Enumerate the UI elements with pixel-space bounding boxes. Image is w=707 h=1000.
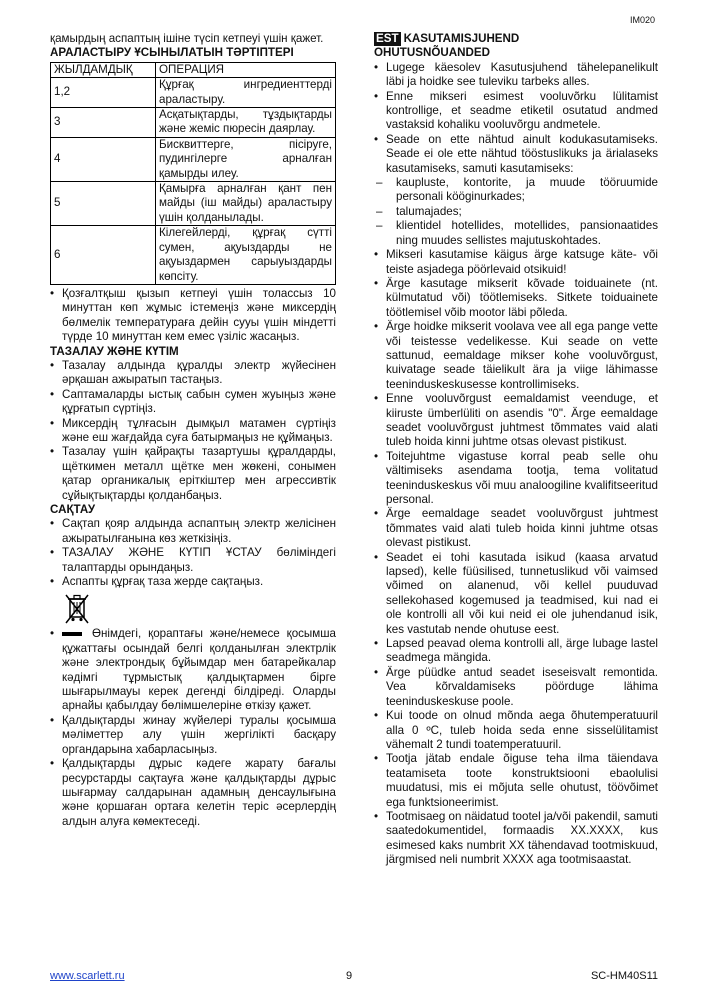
usage-exclusions-list [374,176,658,248]
list-item: • Ärge eemaldage seadet vooluvõrgust juhtmest tõmmates vaid alati tuleb hoida kinni juhtme otsas olevast pistikust. [374,507,658,550]
list-item: • Ärge püüdke antud seadet iseseisvalt remontida. Vea kõrvaldamiseks pöörduge lähima teeninduskeskuse poole. [374,666,658,709]
table-cell-speed: 1,2 [51,78,156,108]
safety-heading: OHUTUSNÕUANDED [374,46,490,60]
mixing-heading: АРАЛАСТЫРУ ҰСЫНЫЛАТЫН ТӘРТІПТЕРІ [50,46,294,60]
list-item: – kaupluste, kontorite, ja muude tööruumide personali kööginurkades; [374,176,658,205]
recycling-text: Өнімдегі, қораптағы және/немесе қосымша құжаттағы осындай белгі қолданылған электрлік және электрондық бұйымдар мен батарейкалар кәдімгі тұрмыстық қалдықтармен бірге шығарылмауы керек дегенді білдіреді. Оларды арнайы қабылдау бөлімшелеріне өткізу қажет. [62,627,336,713]
table-cell-operation: Қамырға арналған қант пен майды (іш майды) араластыру үшін қолданылады. [156,182,336,226]
table-row [51,78,336,108]
list-item: • Seade on ette nähtud ainult kodukasutamiseks. Seade ei ole ette nähtud tööstuslikuks ja ärialaseks kasutamiseks, samuti kasutamiseks: [374,133,658,176]
table-cell-speed: 5 [51,182,156,226]
list-item: • Tootmisaeg on näidatud tootel ja/või pakendil, samuti saatedokumentidel, formaadis XX.XXXX, kus esimesed kaks numbrit XX tähendavad tootmiskuud, järgmised neli numbrit XXXX aga tootmisaastat. [374,810,658,868]
left-column [50,32,336,829]
table-cell-speed: 6 [51,226,156,285]
list-item: • Seadet ei tohi kasutada isikud (kaasa arvatud lapsed), kelle füüsilised, tunnetuslikud või vaimsed võimed on alanenud, või kellel puuduvad sellekohased kogemused ja teadmised, kui nad ei ole kontrolli all või kui neid ei ole juhendanud isik, kes vastutab nende ohutuse eest. [374,551,658,637]
list-item: • Сақтап қояр алдында аспаптың электр желісінен ажыратылғанына көз жеткізіңіз. [50,517,336,546]
table-row [51,226,336,285]
table-cell-speed: 4 [51,137,156,181]
table-cell-operation: Асқатықтарды, тұздықтарды және жеміс пюресін даярлау. [156,108,336,138]
model-number: SC-HM40S11 [590,970,658,982]
list-item: • Ärge hoidke mikserit voolava vee all ega pange vette või teistesse vedelikesse. Kui seade on vette sattunud, eemaldage mikser kohe vooluvõrgust, kuivatage seade täielikult ära ja viige lähimasse teeninduskeskusesse kontrollimiseks. [374,320,658,392]
list-item: • Lugege käesolev Kasutusjuhend tähelepanelikult läbi ja hoidke see tuleviku tarbeks alles. [374,61,658,90]
list-item: • Enne mikseri esimest vooluvõrku lülitamist kontrollige, et seadme etiketil osutatud andmed vastaksid kohaliku vooluvõrgu andmetele. [374,90,658,133]
safety-list-a [374,61,658,176]
list-item: – talumajades; [374,205,658,219]
table-row [51,108,336,138]
table-cell-operation: Кілегейлерді, құрғақ сүтті сумен, ақуыздарды не ақуыздармен сарыуыздарды көпсіту. [156,226,336,285]
overheat-note: • Қозғалтқыш қызып кетпеуі үшін толассыз 10 минуттан көп жұмыс істемеңіз және миксердің бөлмелік температураға дейін сууы үшін міндетті түрде 10 минуттан кем емес үзіліс жасаңыз. [50,287,336,345]
list-item: • Ärge kasutage mikserit kõvade toiduainete (nt. külmutatud või) töötlemiseks. Sitkete toiduainete töötlemisel võib mootor läbi põleda. [374,277,658,320]
right-column [374,32,658,868]
document-code: IM020 [629,15,655,25]
list-item: • Саптамаларды ыстық сабын сумен жуыңыз және құрғатып сүртіңіз. [50,388,336,417]
list-item: • Қалдықтарды жинау жүйелері туралы қосымша мәліметтер алу үшін жергілікті басқару органдарына хабарласыңыз. [50,714,336,757]
storage-list [50,517,336,589]
list-item: • Миксердің тұлғасын дымқыл матамен сүртіңіз және еш жағдайда суға батырмаңыз не құймаңыз. [50,417,336,446]
website-link[interactable]: www.scarlett.ru [50,970,125,982]
storage-heading: САҚТАУ [50,503,96,516]
table-cell-speed: 3 [51,108,156,138]
table-cell-operation: Бисквиттерге, пісіруге, пудингілерге арналған қамырды илеу. [156,137,336,181]
section-title [374,32,658,46]
table-row [51,137,336,181]
list-item: • Қалдықтарды дұрыс кәдеге жарату бағалы ресурстарды сақтауға және қалдықтарды дұрыс шығармау салдарынан адамның денсаулығына және қоршаған ортаға келетін теріс әсерлердің алдын алуға көмектеседі. [50,757,336,829]
cleaning-heading: ТАЗАЛАУ ЖӘНЕ КҮТІМ [50,344,179,358]
list-item: • Mikseri kasutamise käigus ärge katsuge käte- või teiste asjadega pöörlevaid otsikuid! [374,248,658,277]
crossed-bin-icon [64,593,90,625]
table-row [51,182,336,226]
list-item: • Toitejuhtme vigastuse korral peab selle ohu vältimiseks asendama tootja, tema volitatud teeninduskeskus või muu analoogiline kvalifitseeritud personal. [374,450,658,508]
table-cell-operation: Құрғақ ингредиенттерді араластыру. [156,78,336,108]
list-item: • Lapsed peavad olema kontrolli all, ärge lubage lastel seadmega mängida. [374,637,658,666]
speed-table [50,62,336,285]
list-item: – klientidel hotellides, motellides, pansionaatides ning muudes sellistes majutuskohtades. [374,219,658,248]
list-item: • Enne vooluvõrgust eemaldamist veenduge, et kiiruste ümberlüliti on asendis "0". Ärge eemaldage seadet vooluvõrgust juhtmest tõmmates vaid alati tuleb hoida kinni juhtme otsas olevast pistikust. [374,392,658,450]
table-header-row [51,62,336,77]
disposal-list [50,714,336,829]
recycling-note [50,627,336,713]
table-header-speed: ЖЫЛДАМДЫҚ [51,62,156,77]
title-text: KASUTAMISJUHEND [403,32,520,45]
list-item: • Kui toode on olnud mõnda aega õhutemperatuuril alla 0 ºC, tuleb hoida seda enne sisselülitamist vähemalt 2 tundi toatemperatuuril. [374,709,658,752]
list-item: • ТАЗАЛАУ ЖӘНЕ КҮТІП ҰСТАУ бөліміндегі талаптарды орындаңыз. [50,546,336,575]
list-item: • Аспапты құрғақ таза жерде сақтаңыз. [50,575,336,589]
table-header-operation: ОПЕРАЦИЯ [156,62,336,77]
safety-list-b [374,248,658,867]
intro-text: қамырдың аспаптың ішіне түсіп кетпеуі үшін қажет. [50,32,324,45]
black-bar-icon [62,632,82,636]
list-item: • Tootja jätab endale õiguse teha ilma täiendava teatamiseta toote konstruktsiooni ebaolulisi muudatusi, mis ei mõjuta selle ohutust, töövõimet ega funktsioneerimist. [374,752,658,810]
cleaning-list [50,359,336,503]
list-item: • Тазалау алдында құралды электр жүйесінен әрқашан ажыратып тастаңыз. [50,359,336,388]
page-number: 9 [346,970,353,982]
language-badge: EST [376,32,399,45]
list-item: • Тазалау үшін қайрақты тазартушы құралдарды, щёткимен металл щётке мен жөкені, сонымен қатар органикалық еріткіштер мен агрессивтік сұйықтықтарды қолданбаңыз. [50,445,336,503]
